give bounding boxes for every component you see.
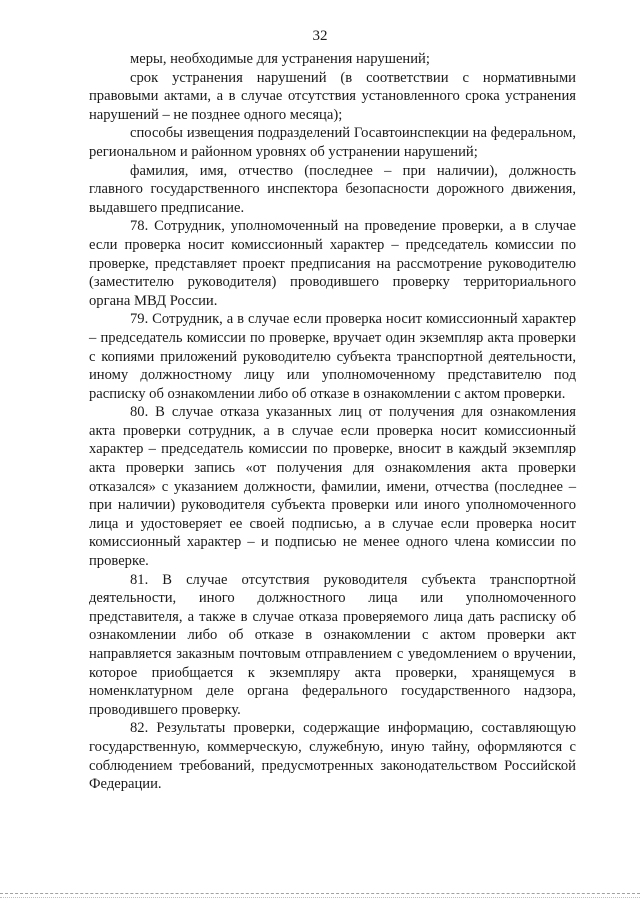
paragraph-deadline: срок устранения нарушений (в соответствии с нормативными правовыми актами, а в случае отсутствия установленного срока устранения нарушений – не позднее одного месяца); — [89, 69, 576, 123]
paragraph-82: 82. Результаты проверки, содержащие информацию, составляющую государственную, коммерческую, служебную, иную тайну, оформляются с соблюдением требований, предусмотренных законодательством Российской Федерации. — [89, 720, 576, 793]
paragraph-inspector-name: фамилия, имя, отчество (последнее – при наличии), должность главного государственного инспектора безопасности дорожного движения, выдавшего предписание. — [89, 162, 576, 216]
paragraph-80: 80. В случае отказа указанных лиц от получения для ознакомления акта проверки сотрудник, а в случае если проверка носит комиссионный характер – председатель комиссии по проверке, вносит в каждый экземпляр акта проверки запись «от получения для ознакомления акта проверки отказался» с указанием должности, фамилии, имени, отчества (последнее – при наличии) руководителя субъекта проверки или иного уполномоченного лица и удостоверяет ее своей подписью, а в случае если проверка носит комиссионный характер – и подписью не менее одного члена комиссии по проверке. — [89, 404, 576, 570]
paragraph-78: 78. Сотрудник, уполномоченный на проведение проверки, а в случае если проверка носит комиссионный характер – председатель комиссии по проверке, представляет проект предписания на рассмотрение руководителю (заместителю руководителя) проводившего проверку территориального органа МВД России. — [89, 218, 576, 309]
page-number: 32 — [312, 28, 328, 44]
paragraph-notification-methods: способы извещения подразделений Госавтоинспекции на федеральном, региональном и районном уровнях об устранении нарушений; — [89, 125, 576, 160]
document-body — [89, 50, 576, 794]
paragraph-79: 79. Сотрудник, а в случае если проверка носит комиссионный характер – председатель комиссии по проверке, вручает один экземпляр акта проверки с копиями приложений руководителю субъекта транспортной деятельности, иному должностному лицу или уполномоченному представителю под расписку об ознакомлении либо об отказе в ознакомлении с актом проверки. — [89, 311, 576, 402]
paragraph-measures: меры, необходимые для устранения нарушений; — [130, 51, 430, 67]
scan-edge-divider — [0, 893, 640, 898]
paragraph-81: 81. В случае отсутствия руководителя субъекта транспортной деятельности, иного должностного лица или уполномоченного представителя, а также в случае отказа проверяемого лица дать расписку об ознакомлении либо об отказе в ознакомлении с актом проверки акт направляется заказным почтовым отправлением с уведомлением о вручении, которое приобщается к экземпляру акта проверки, хранящемуся в номенклатурном деле органа федерального государственного надзора, проводившего проверку. — [89, 571, 576, 718]
